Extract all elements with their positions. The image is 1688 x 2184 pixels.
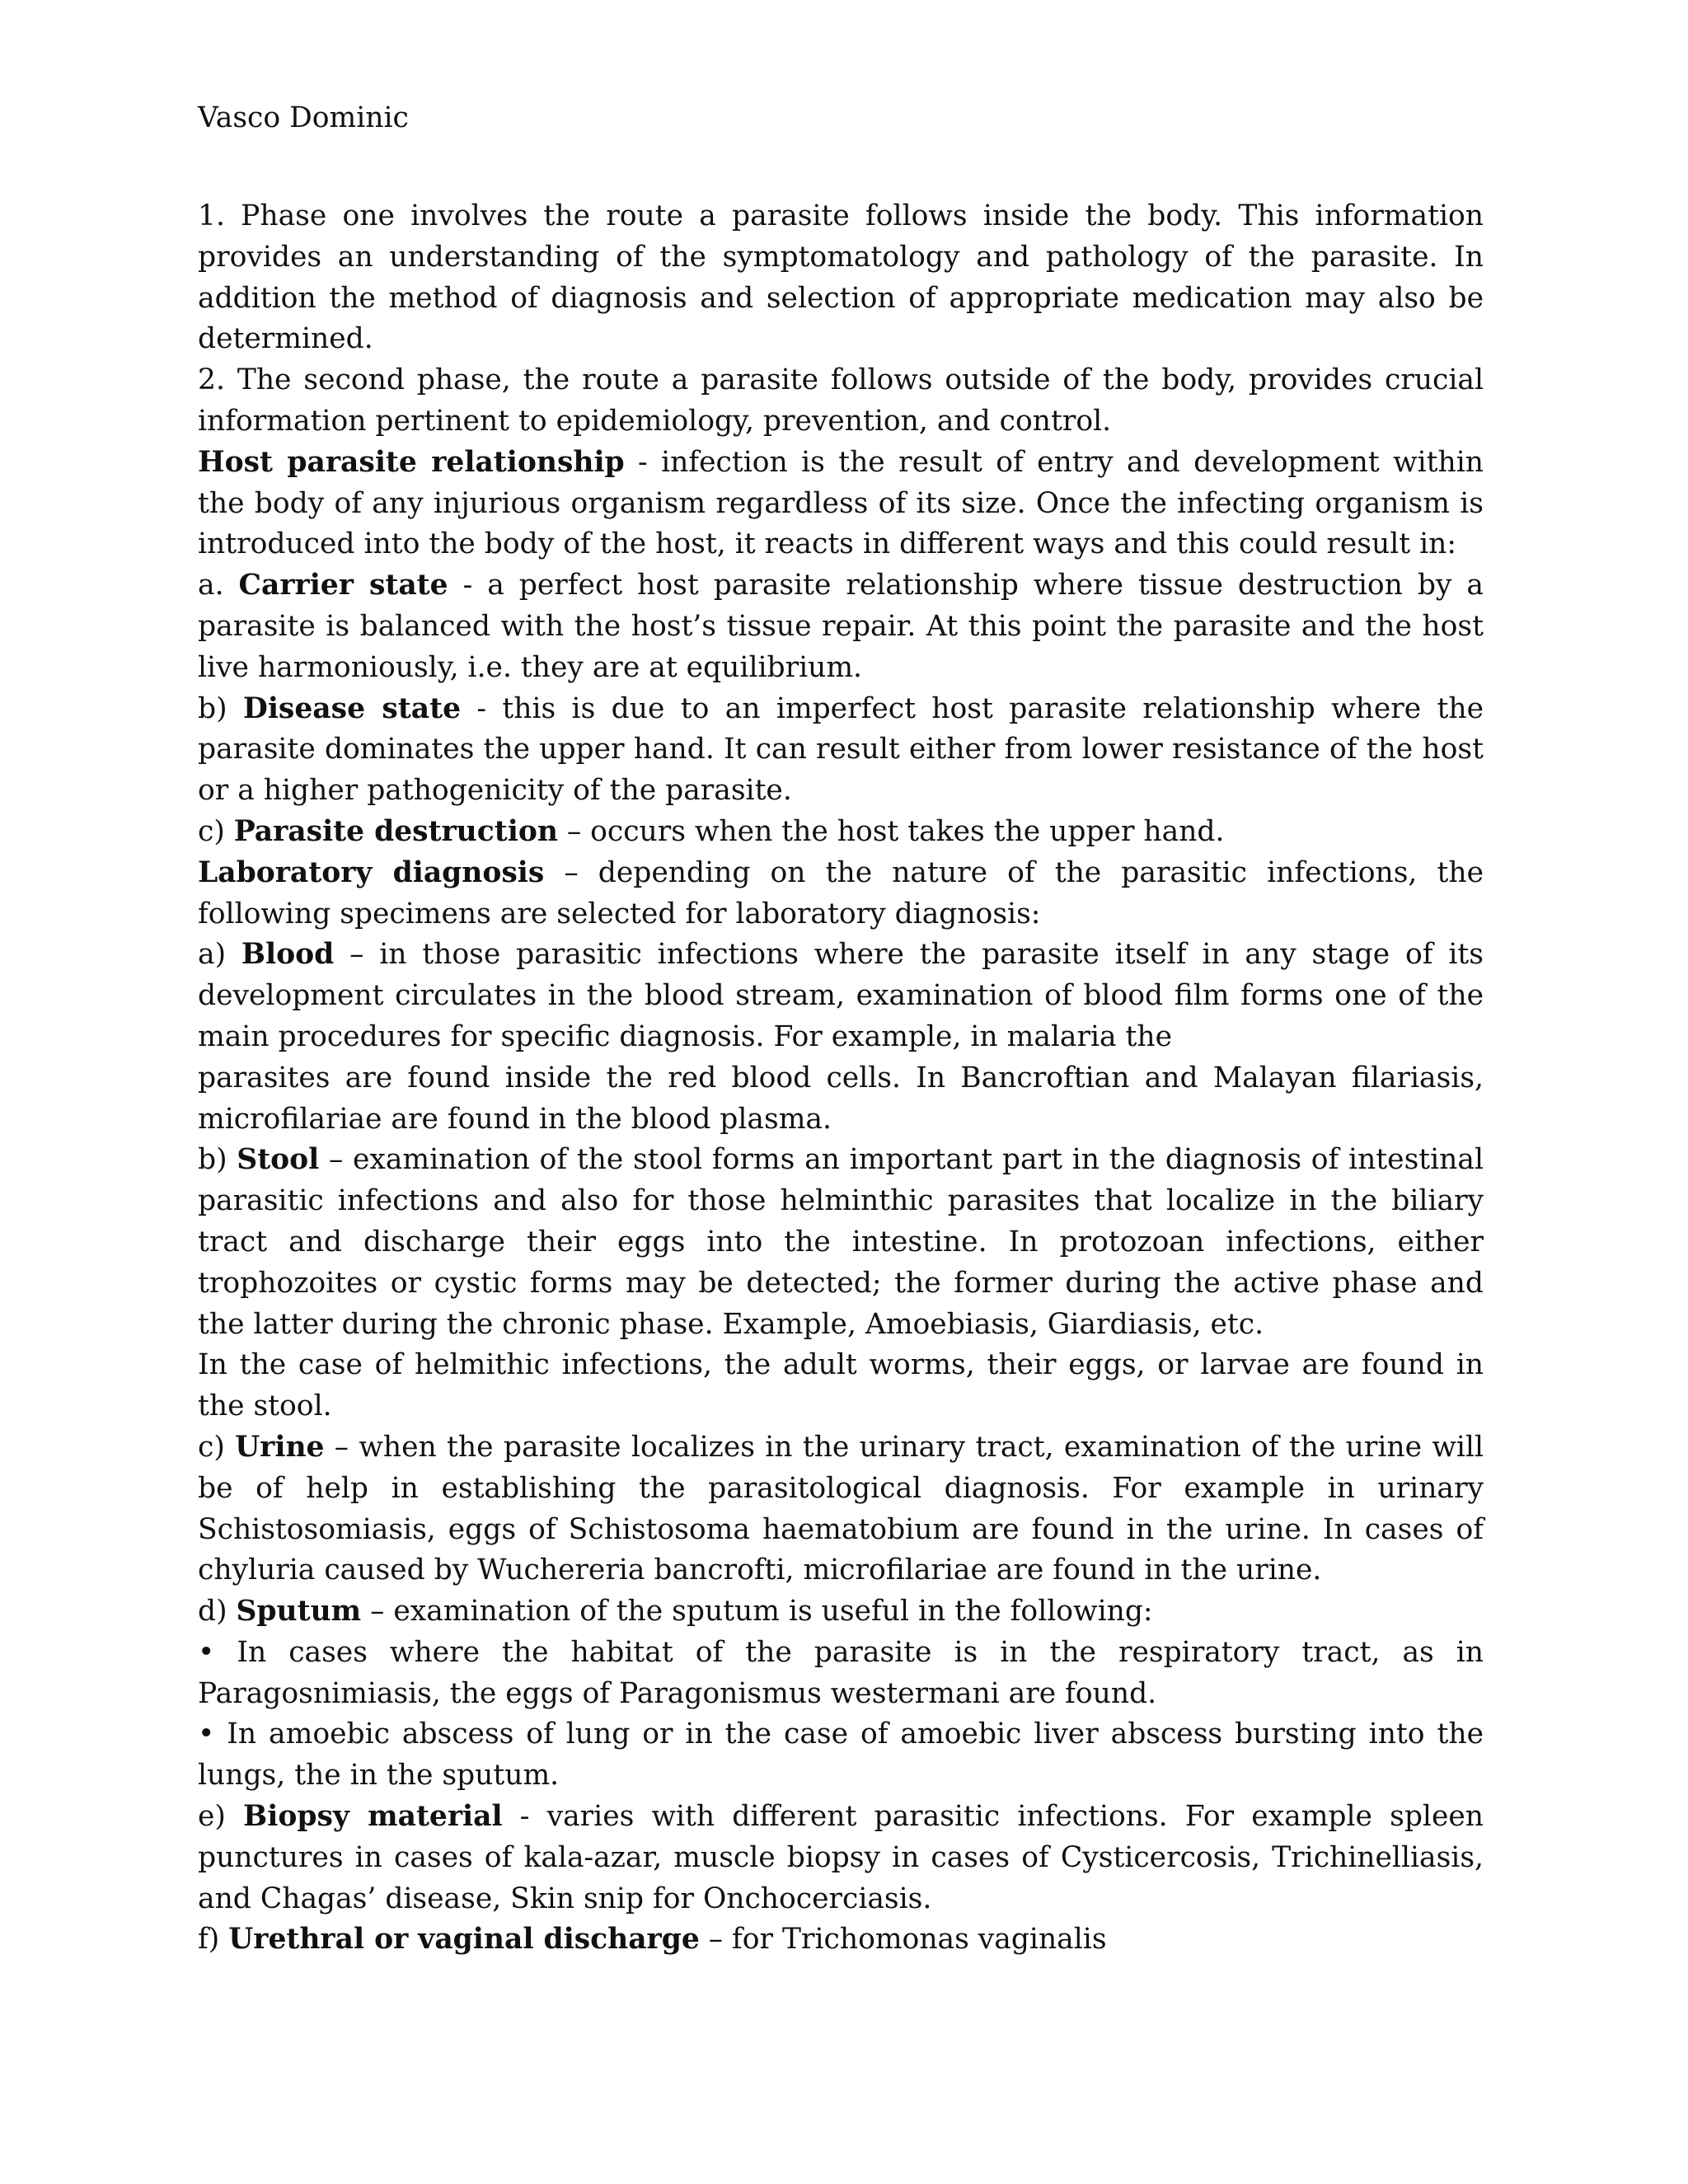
urine-paragraph [198,1427,1484,1591]
disease-state-paragraph [198,689,1484,812]
stool-text: – examination of the stool forms an important part in the diagnosis of intestinal parasitic infections and also for those helminthic parasites that localize in the biliary tract and discharge their eggs into the intestine. In protozoan infections, either trophozoites or cystic forms may be detected; the former during the active phase and the latter during the chronic phase. Example, Amoebiasis, Giardiasis, etc. [198,1143,1484,1341]
parasite-destruction-prefix: c) [198,814,234,848]
urine-prefix: c) [198,1430,236,1464]
host-parasite-relationship-term: Host parasite relationship [198,445,625,479]
blood-paragraph [198,935,1484,1057]
discharge-prefix: f) [198,1923,229,1957]
document-body [198,196,1484,1961]
biopsy-paragraph [198,1797,1484,1919]
sputum-bullet-item: • In cases where the habitat of the parasite is in the respiratory tract, as in Paragosnimiasis, the eggs of Paragonismus westermani are found. [198,1635,1484,1710]
sputum-text: – examination of the sputum is useful in the following: [361,1595,1153,1629]
blood-continued-paragraph: parasites are found inside the red blood cells. In Bancroftian and Malayan filariasis, microfilariae are found in the blood plasma. [198,1061,1484,1136]
stool-paragraph [198,1140,1484,1345]
stool-term: Stool [237,1143,320,1177]
blood-prefix: a) [198,938,241,972]
discharge-text: – for Trichomonas vaginalis [699,1923,1107,1957]
carrier-state-paragraph [198,565,1484,688]
laboratory-diagnosis-paragraph [198,853,1484,935]
phase-two-paragraph: 2. The second phase, the route a parasite follows outside of the body, provides crucial information pertinent to epidemiology, prevention, and control. [198,363,1484,438]
biopsy-text: - varies with different parasitic infections. For example spleen punctures in cases of kala-azar, muscle biopsy in cases of Cysticercosis, Trichinelliasis, and Chagas’ disease, Skin snip for Onchocerciasis. [198,1800,1484,1915]
laboratory-diagnosis-text: – depending on the nature of the parasitic infections, the following specimens are selected for laboratory diagnosis: [198,855,1484,930]
host-parasite-relationship-text: - infection is the result of entry and development within the body of any injurious organism regardless of its size. Once the infecting organism is introduced into the body of the host, it reacts in different ways and this could result in: [198,445,1484,561]
sputum-paragraph [198,1591,1484,1633]
disease-state-prefix: b) [198,691,243,725]
sputum-prefix: d) [198,1595,237,1629]
biopsy-prefix: e) [198,1800,244,1834]
parasite-destruction-text: – occurs when the host takes the upper hand. [557,814,1225,848]
urine-term: Urine [235,1430,325,1464]
stool-continued-paragraph: In the case of helmithic infections, the adult worms, their eggs, or larvae are found in the stool. [198,1348,1484,1423]
sputum-bullet-item: • In amoebic abscess of lung or in the case of amoebic liver abscess bursting into the lungs, the in the sputum. [198,1718,1484,1793]
laboratory-diagnosis-term: Laboratory diagnosis [198,855,545,889]
parasite-destruction-term: Parasite destruction [233,814,558,848]
parasite-destruction-paragraph [198,812,1484,853]
disease-state-term: Disease state [242,691,462,725]
sputum-term: Sputum [236,1595,362,1629]
carrier-state-text: - a perfect host parasite relationship where tissue destruction by a parasite is balanced with the host’s tissue repair. At this point the parasite and the host live harmoniously, i.e. they are at equilibrium. [198,569,1484,684]
author-name: Vasco Dominic [198,101,409,134]
discharge-term: Urethral or vaginal discharge [228,1923,700,1957]
carrier-state-term: Carrier state [238,569,448,602]
carrier-state-prefix: a. [198,569,239,602]
disease-state-text: - this is due to an imperfect host parasite relationship where the parasite dominates the upper hand. It can result either from lower resistance of the host or a higher pathogenicity of the parasite. [198,691,1484,808]
stool-prefix: b) [198,1143,237,1177]
discharge-paragraph [198,1919,1484,1961]
biopsy-term: Biopsy material [243,1800,503,1834]
blood-text: – in those parasitic infections where the parasite itself in any stage of its development circulates in the blood stream, examination of blood film forms one of the main procedures for specific diagnosis. For example, in malaria the [198,938,1484,1053]
phase-one-paragraph: 1. Phase one involves the route a parasite follows inside the body. This information provides an understanding of the symptomatology and pathology of the parasite. In addition the method of diagnosis and selection of appropriate medication may also be determined. [198,199,1484,356]
urine-text: – when the parasite localizes in the urinary tract, examination of the urine will be of help in establishing the parasitological diagnosis. For example in urinary Schistosomiasis, eggs of Schistosoma haematobium are found in the urine. In cases of chyluria caused by Wuchereria bancrofti, microfilariae are found in the urine. [198,1430,1484,1587]
blood-term: Blood [241,938,335,972]
host-parasite-relationship-paragraph [198,443,1484,565]
